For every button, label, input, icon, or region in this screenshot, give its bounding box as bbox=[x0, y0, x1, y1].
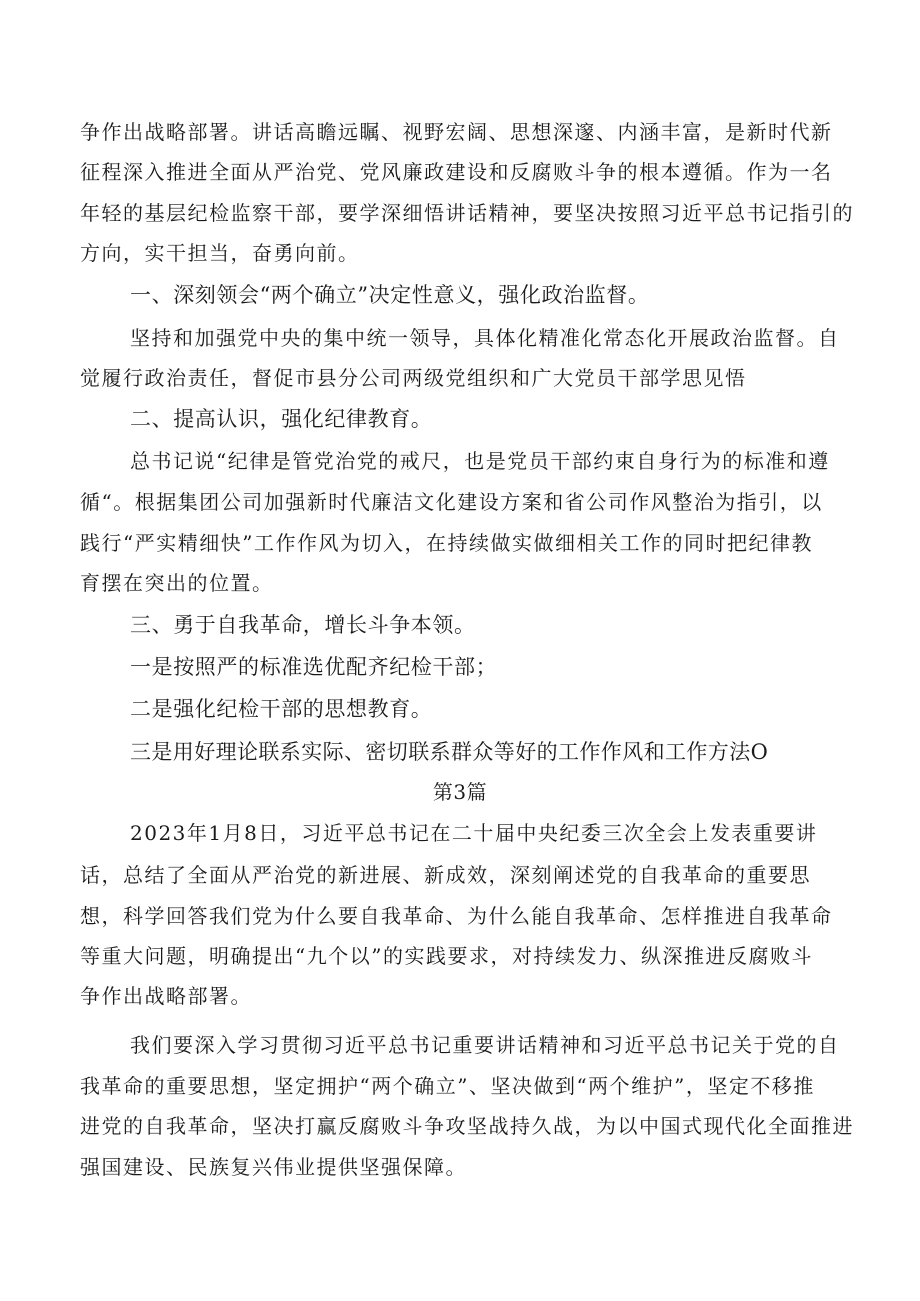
section-heading-3: 三、勇于自我革命，增长斗争本领。 bbox=[130, 613, 476, 637]
paragraph-line: 方向，实干担当，奋勇向前。 bbox=[80, 241, 360, 265]
paragraph-line: 争作出战略部署。讲话高瞻远瞩、视野宏阔、思想深邃、内涵丰富，是新时代新 bbox=[80, 120, 833, 144]
paragraph-line: 2023年1月8日，习近平总书记在二十届中央纪委三次全会上发表重要讲 bbox=[130, 821, 818, 845]
list-item: 一是按照严的标准选优配齐纪检干部； bbox=[130, 655, 498, 679]
paragraph-line: 觉履行政治责任，督促市县分公司两级党组织和广大党员干部学思见悟 bbox=[80, 366, 747, 390]
article-title: 第3篇 bbox=[432, 780, 488, 804]
paragraph-line: 总书记说“纪律是管党治党的戒尺，也是党员干部约束自身行为的标准和遵 bbox=[130, 449, 830, 473]
paragraph-line: 育摆在突出的位置。 bbox=[80, 571, 274, 595]
paragraph-line: 等重大问题，明确提出“九个以”的实践要求，对持续发力、纵深推进反腐败斗 bbox=[80, 944, 813, 968]
paragraph-line: 争作出战略部署。 bbox=[80, 984, 252, 1008]
paragraph-line: 强国建设、民族复兴伟业提供坚强保障。 bbox=[80, 1155, 467, 1179]
paragraph-line: 我们要深入学习贯彻习近平总书记重要讲话精神和习近平总书记关于党的自 bbox=[130, 1033, 840, 1057]
paragraph-line: 坚持和加强党中央的集中统一领导，具体化精准化常态化开展政治监督。自 bbox=[130, 326, 840, 350]
paragraph-line: 进党的自我革命，坚决打赢反腐败斗争攻坚战持久战，为以中国式现代化全面推进 bbox=[80, 1114, 854, 1138]
section-heading-1: 一、深刻领会“两个确立”决定性意义，强化政治监督。 bbox=[130, 283, 650, 307]
paragraph-line: 征程深入推进全面从严治党、党风廉政建设和反腐败斗争的根本遵循。作为一名 bbox=[80, 160, 833, 184]
paragraph-line: 年轻的基层纪检监察干部，要学深细悟讲话精神，要坚决按照习近平总书记指引的 bbox=[80, 201, 854, 225]
list-item: 二是强化纪检干部的思想教育。 bbox=[130, 697, 433, 721]
paragraph-line: 循“。根据集团公司加强新时代廉洁文化建设方案和省公司作风整治为指引，以 bbox=[80, 490, 823, 514]
section-heading-2: 二、提高认识，强化纪律教育。 bbox=[130, 407, 433, 431]
paragraph-line: 想，科学回答我们党为什么要自我革命、为什么能自我革命、怎样推进自我革命 bbox=[80, 904, 833, 928]
paragraph-line: 我革命的重要思想，坚定拥护“两个确立”、坚决做到“两个维护”，坚定不移推 bbox=[80, 1074, 815, 1098]
paragraph-line: 话，总结了全面从严治党的新进展、新成效，深刻阐述党的自我革命的重要思 bbox=[80, 863, 811, 887]
paragraph-line: 践行“严实精细快”工作作风为切入，在持续做实做细相关工作的同时把纪律教 bbox=[80, 531, 813, 555]
list-item: 三是用好理论联系实际、密切联系群众等好的工作作风和工作方法O bbox=[130, 740, 769, 764]
